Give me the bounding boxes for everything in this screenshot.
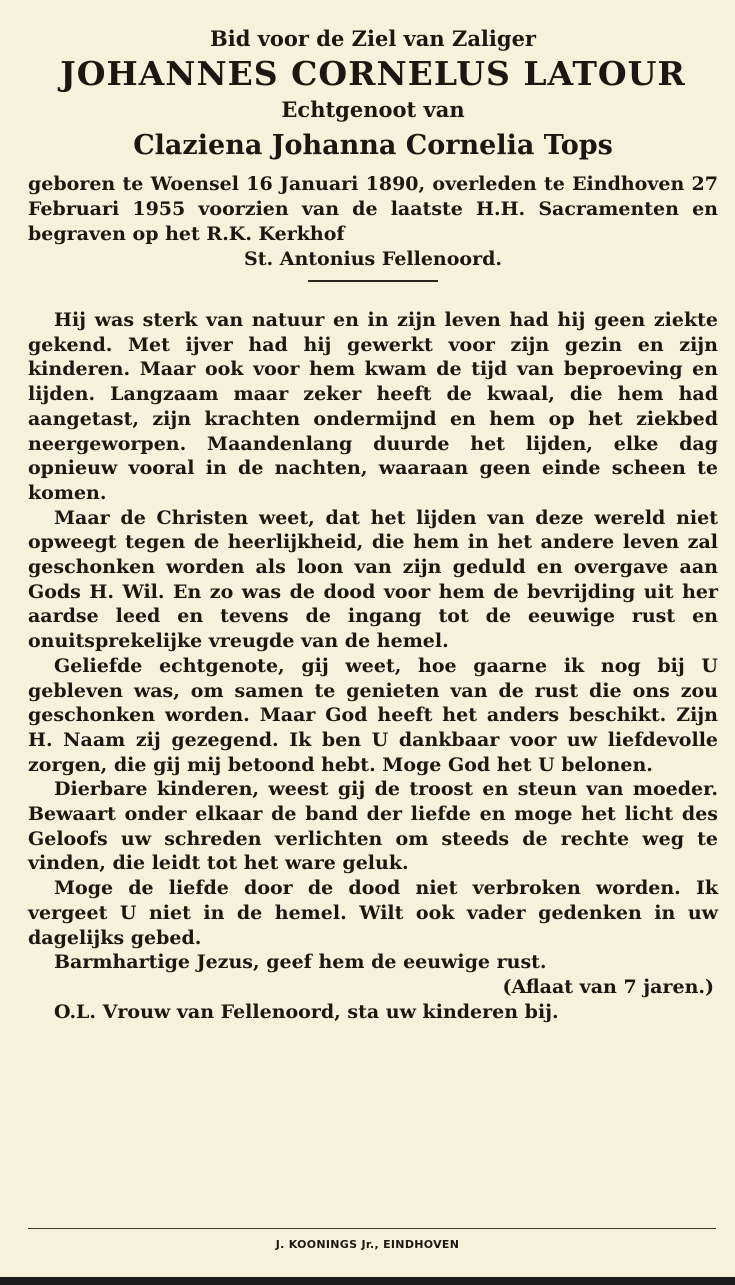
paragraph: Dierbare kinderen, weest gij de troost en steun van moeder. Bewaart onder elkaar de band der liefde en moge het licht des Geloofs uw schreden verlichten om steeds de rechte weg te vinden, die leidt tot het ware geluk. xyxy=(28,778,718,875)
indulgence-note: (Aflaat van 7 jaren.) xyxy=(502,975,714,998)
card-bottom-edge xyxy=(0,1277,735,1285)
life-facts-main: geboren te Woensel 16 Januari 1890, overleden te Eindhoven 27 Februari 1955 voorzien van de laatste H.H. Sacramenten en begraven op het R.K. Kerkhof xyxy=(28,173,718,245)
paragraph: Hij was sterk van natuur en in zijn leven had hij geen ziekte gekend. Met ijver had hij gewerkt voor zijn gezin en zijn kinderen. Maar ook voor hem kwam de tijd van beproeving en lijden. Langzaam maar zeker heeft de kwaal, die hem had aangetast, zijn krachten ondermijnd en hem op het ziekbed neergeworpen. Maandenlang duurde het lijden, elke dag opnieuw vooral in de nachten, waaraan geen einde scheen te komen. xyxy=(28,309,718,504)
life-facts-last: St. Antonius Fellenoord. xyxy=(243,248,503,270)
paragraph: Maar de Christen weet, dat het lijden van deze wereld niet opweegt tegen de heerlijkheid, die hem in het andere leven zal geschonken worden als loon van zijn geduld en overgave aan Gods H. Wil. En zo was de dood voor hem de bevrijding uit her aardse leed en tevens de ingang tot de eeuwige rust en onuitsprekelijke vreugde van de hemel. xyxy=(28,506,718,653)
paragraph: Moge de liefde door de dood niet verbroken worden. Ik vergeet U niet in de hemel. Wilt ook vader gedenken in uw dagelijks gebed. xyxy=(28,877,718,949)
spouse-name: Claziena Johanna Cornelia Tops xyxy=(133,130,613,161)
bottom-divider xyxy=(28,1228,716,1229)
intro-line: Bid voor de Ziel van Zaliger xyxy=(209,26,536,51)
paragraph: Geliefde echtgenote, gij weet, hoe gaarne ik nog bij U gebleven was, om samen te genieten van de rust die ons zou geschonken worden. Maar God heeft het anders beschikt. Zijn H. Naam zij gezegend. Ik ben U dankbaar voor uw liefdevolle zorgen, die gij mij betoond hebt. Moge God het U belonen. xyxy=(28,654,718,776)
printer-credit: J. KOONINGS Jr., EINDHOVEN xyxy=(275,1238,460,1251)
life-facts xyxy=(28,172,718,272)
deceased-name: JOHANNES CORNELUS LATOUR xyxy=(60,54,686,93)
memorial-text xyxy=(28,308,718,975)
card-content xyxy=(28,24,718,1025)
closing-invocation: O.L. Vrouw van Fellenoord, sta uw kinderen bij. xyxy=(54,1000,559,1023)
spouse-label: Echtgenoot van xyxy=(281,97,465,122)
prayer-line: Barmhartige Jezus, geef hem de eeuwige rust. xyxy=(54,951,547,974)
short-divider xyxy=(308,280,438,282)
